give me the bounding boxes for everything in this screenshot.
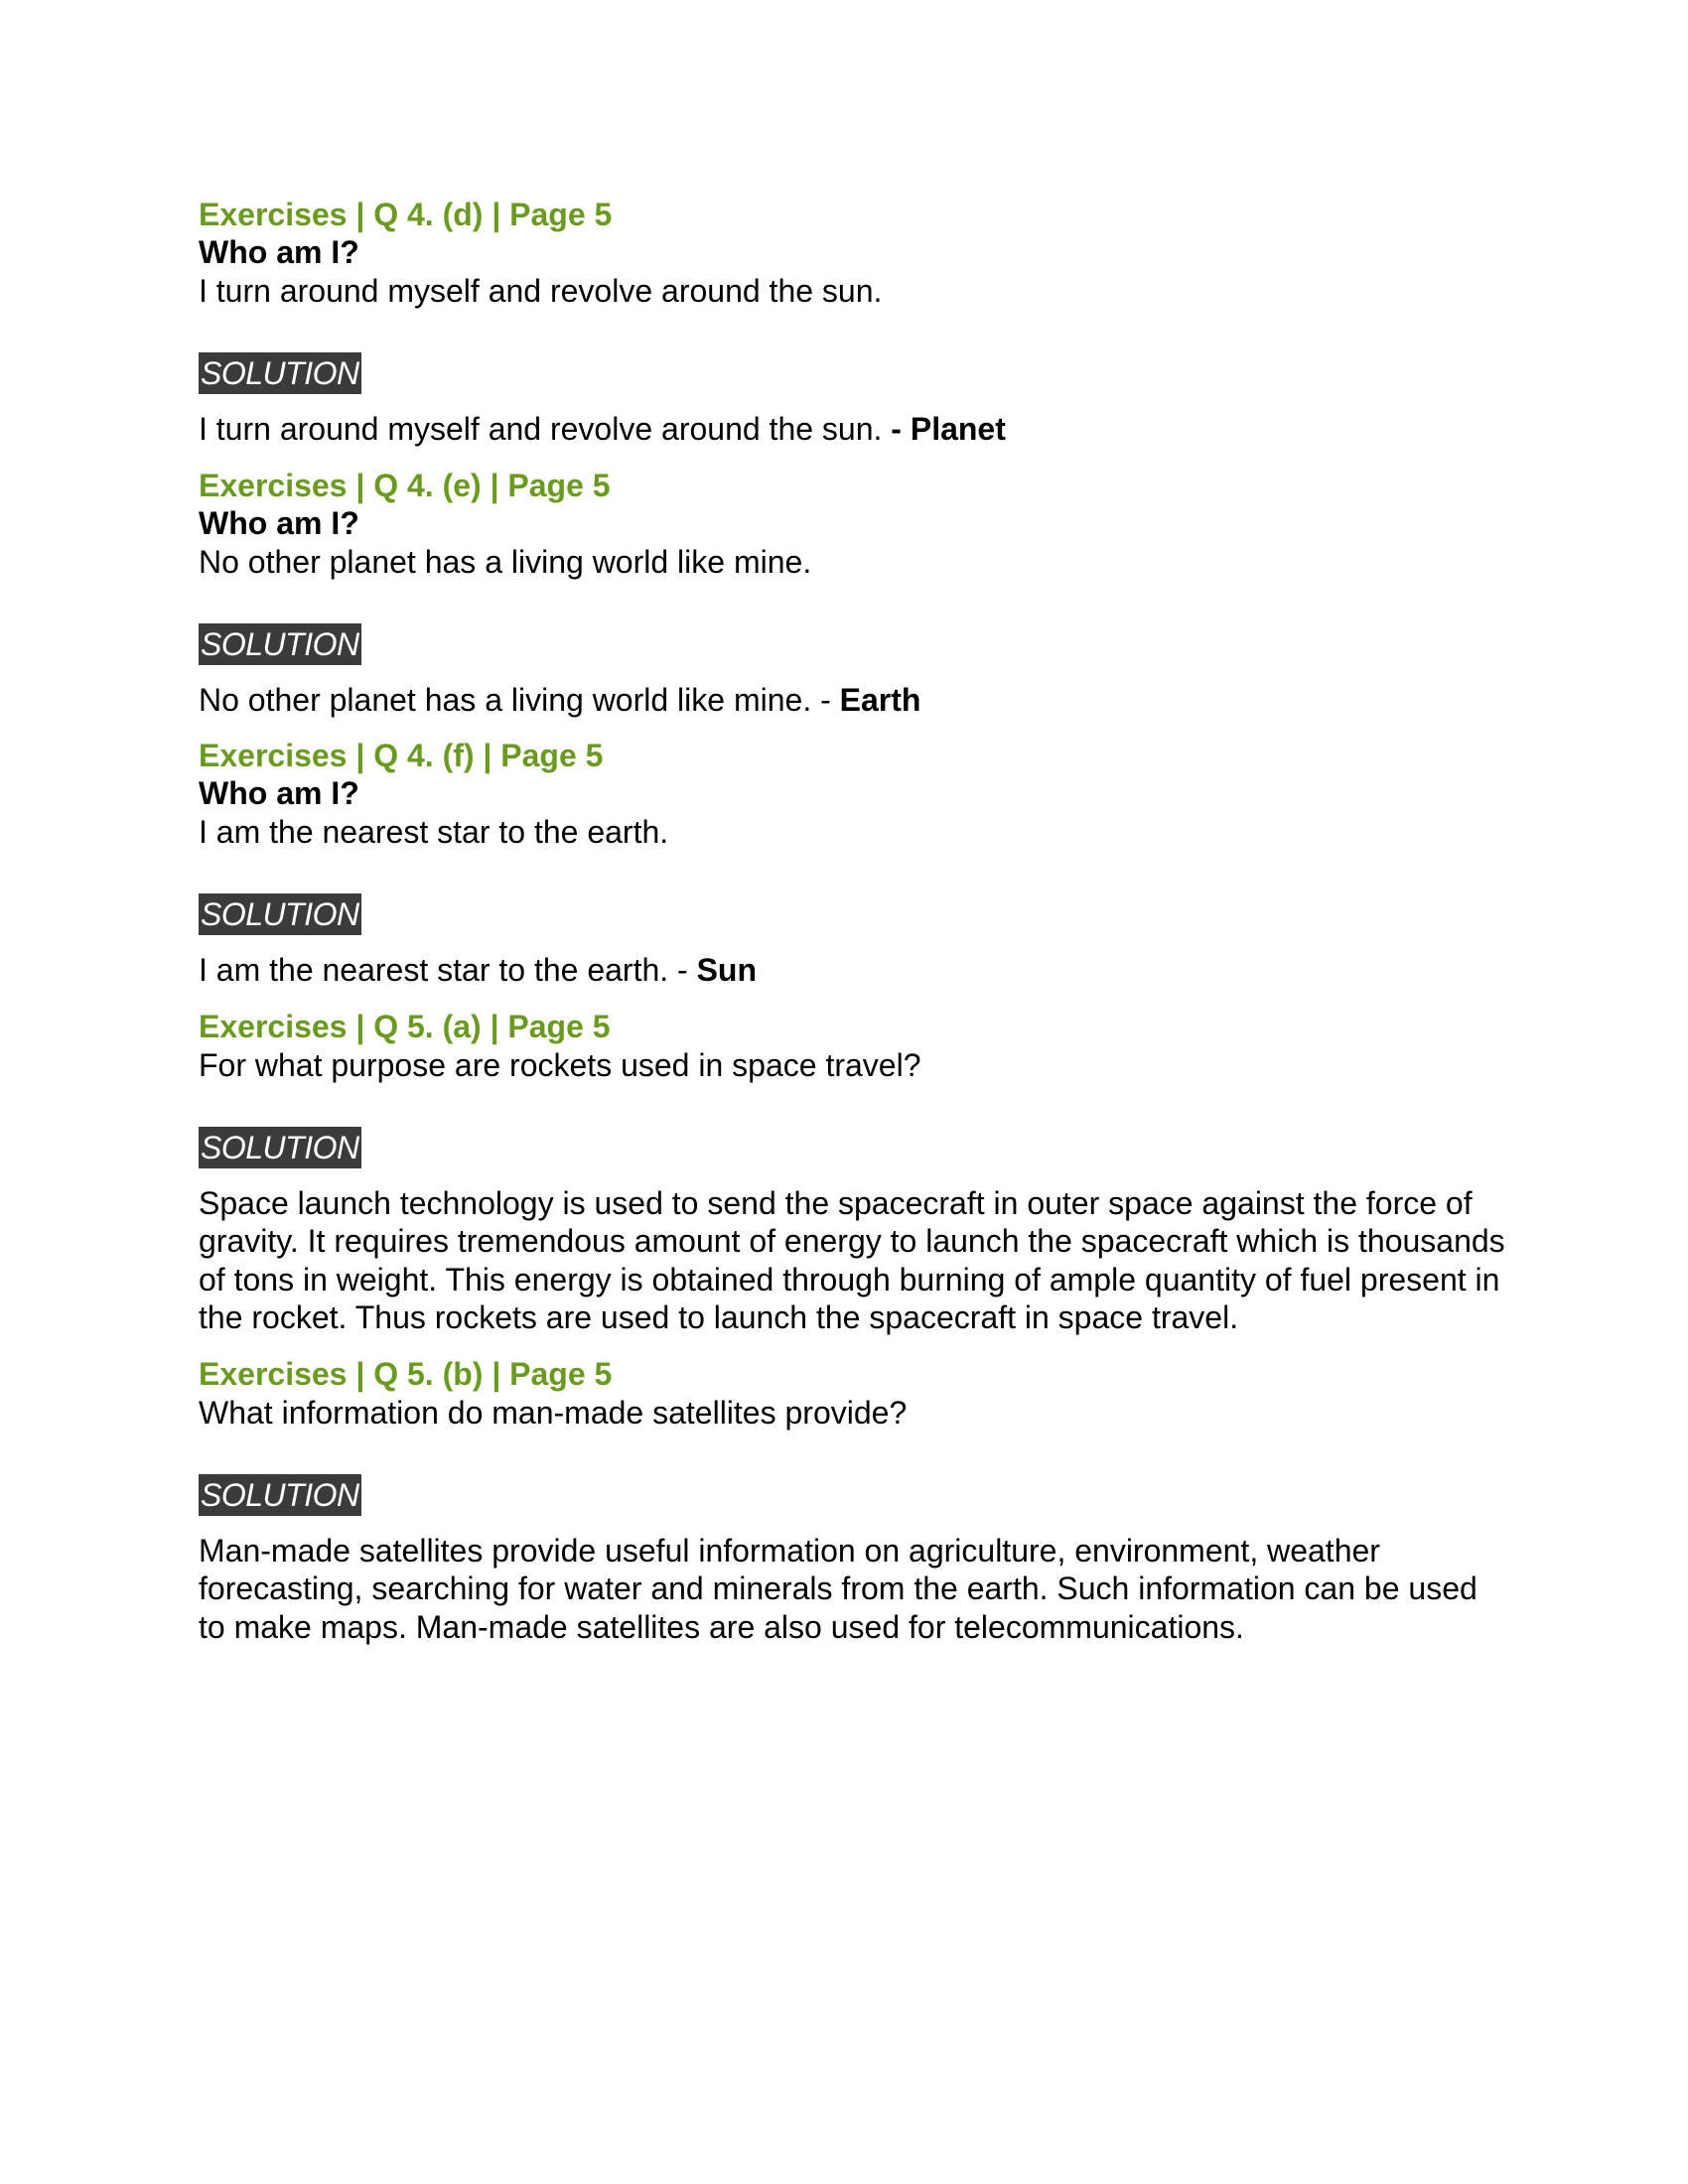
answer-separator: - xyxy=(882,411,911,447)
answer-text: I am the nearest star to the earth. xyxy=(199,952,669,988)
exercise-heading: Exercises | Q 4. (d) | Page 5 xyxy=(199,197,613,232)
exercise-question: For what purpose are rockets used in space travel? xyxy=(199,1046,921,1083)
exercise-prompt: Who am I? xyxy=(199,234,359,270)
exercise-block xyxy=(199,467,1509,720)
exercise-block xyxy=(199,1008,1509,1337)
answer-separator: - xyxy=(811,681,840,718)
solution-badge: SOLUTION xyxy=(199,1474,361,1516)
solution-answer xyxy=(199,951,1509,990)
solution-badge: SOLUTION xyxy=(199,623,361,665)
solution-answer: Man-made satellites provide useful information on agriculture, environment, weather forecasting, searching for water and minerals from the earth. Such information can be used to make maps. Man-made satellites are also used for telecommunications. xyxy=(199,1532,1477,1645)
document-page xyxy=(199,196,1509,1664)
exercise-question: No other planet has a living world like mine. xyxy=(199,543,812,580)
answer-text: No other planet has a living world like mine. xyxy=(199,681,812,718)
exercise-heading: Exercises | Q 4. (e) | Page 5 xyxy=(199,467,611,503)
solution-answer xyxy=(199,410,1509,449)
exercise-question: I turn around myself and revolve around the sun. xyxy=(199,273,883,309)
exercise-question: I am the nearest star to the earth. xyxy=(199,814,669,850)
exercise-heading: Exercises | Q 4. (f) | Page 5 xyxy=(199,738,604,773)
exercise-heading: Exercises | Q 5. (a) | Page 5 xyxy=(199,1008,611,1044)
answer-text: I turn around myself and revolve around the sun. xyxy=(199,411,883,447)
answer-highlight: Sun xyxy=(696,952,758,988)
exercise-block xyxy=(199,1355,1509,1647)
exercise-prompt: Who am I? xyxy=(199,504,359,541)
exercise-block xyxy=(199,196,1509,449)
solution-answer: Space launch technology is used to send the spacecraft in outer space against the force of gravity. It requires tremendous amount of energy to launch the spacecraft which is thousands of tons in weight. This energy is obtained through burning of ample quantity of fuel present in the rocket. Thus rockets are used to launch the spacecraft in space travel. xyxy=(199,1184,1505,1335)
solution-badge: SOLUTION xyxy=(199,893,361,935)
answer-highlight: Planet xyxy=(910,411,1006,447)
exercise-heading: Exercises | Q 5. (b) | Page 5 xyxy=(199,1355,613,1392)
answer-separator: - xyxy=(668,952,697,988)
answer-highlight: Earth xyxy=(839,681,921,718)
exercise-prompt: Who am I? xyxy=(199,775,359,811)
solution-badge: SOLUTION xyxy=(199,352,361,394)
exercise-block xyxy=(199,737,1509,990)
exercise-question: What information do man-made satellites provide? xyxy=(199,1394,908,1431)
solution-badge: SOLUTION xyxy=(199,1127,361,1168)
solution-answer xyxy=(199,681,1509,720)
